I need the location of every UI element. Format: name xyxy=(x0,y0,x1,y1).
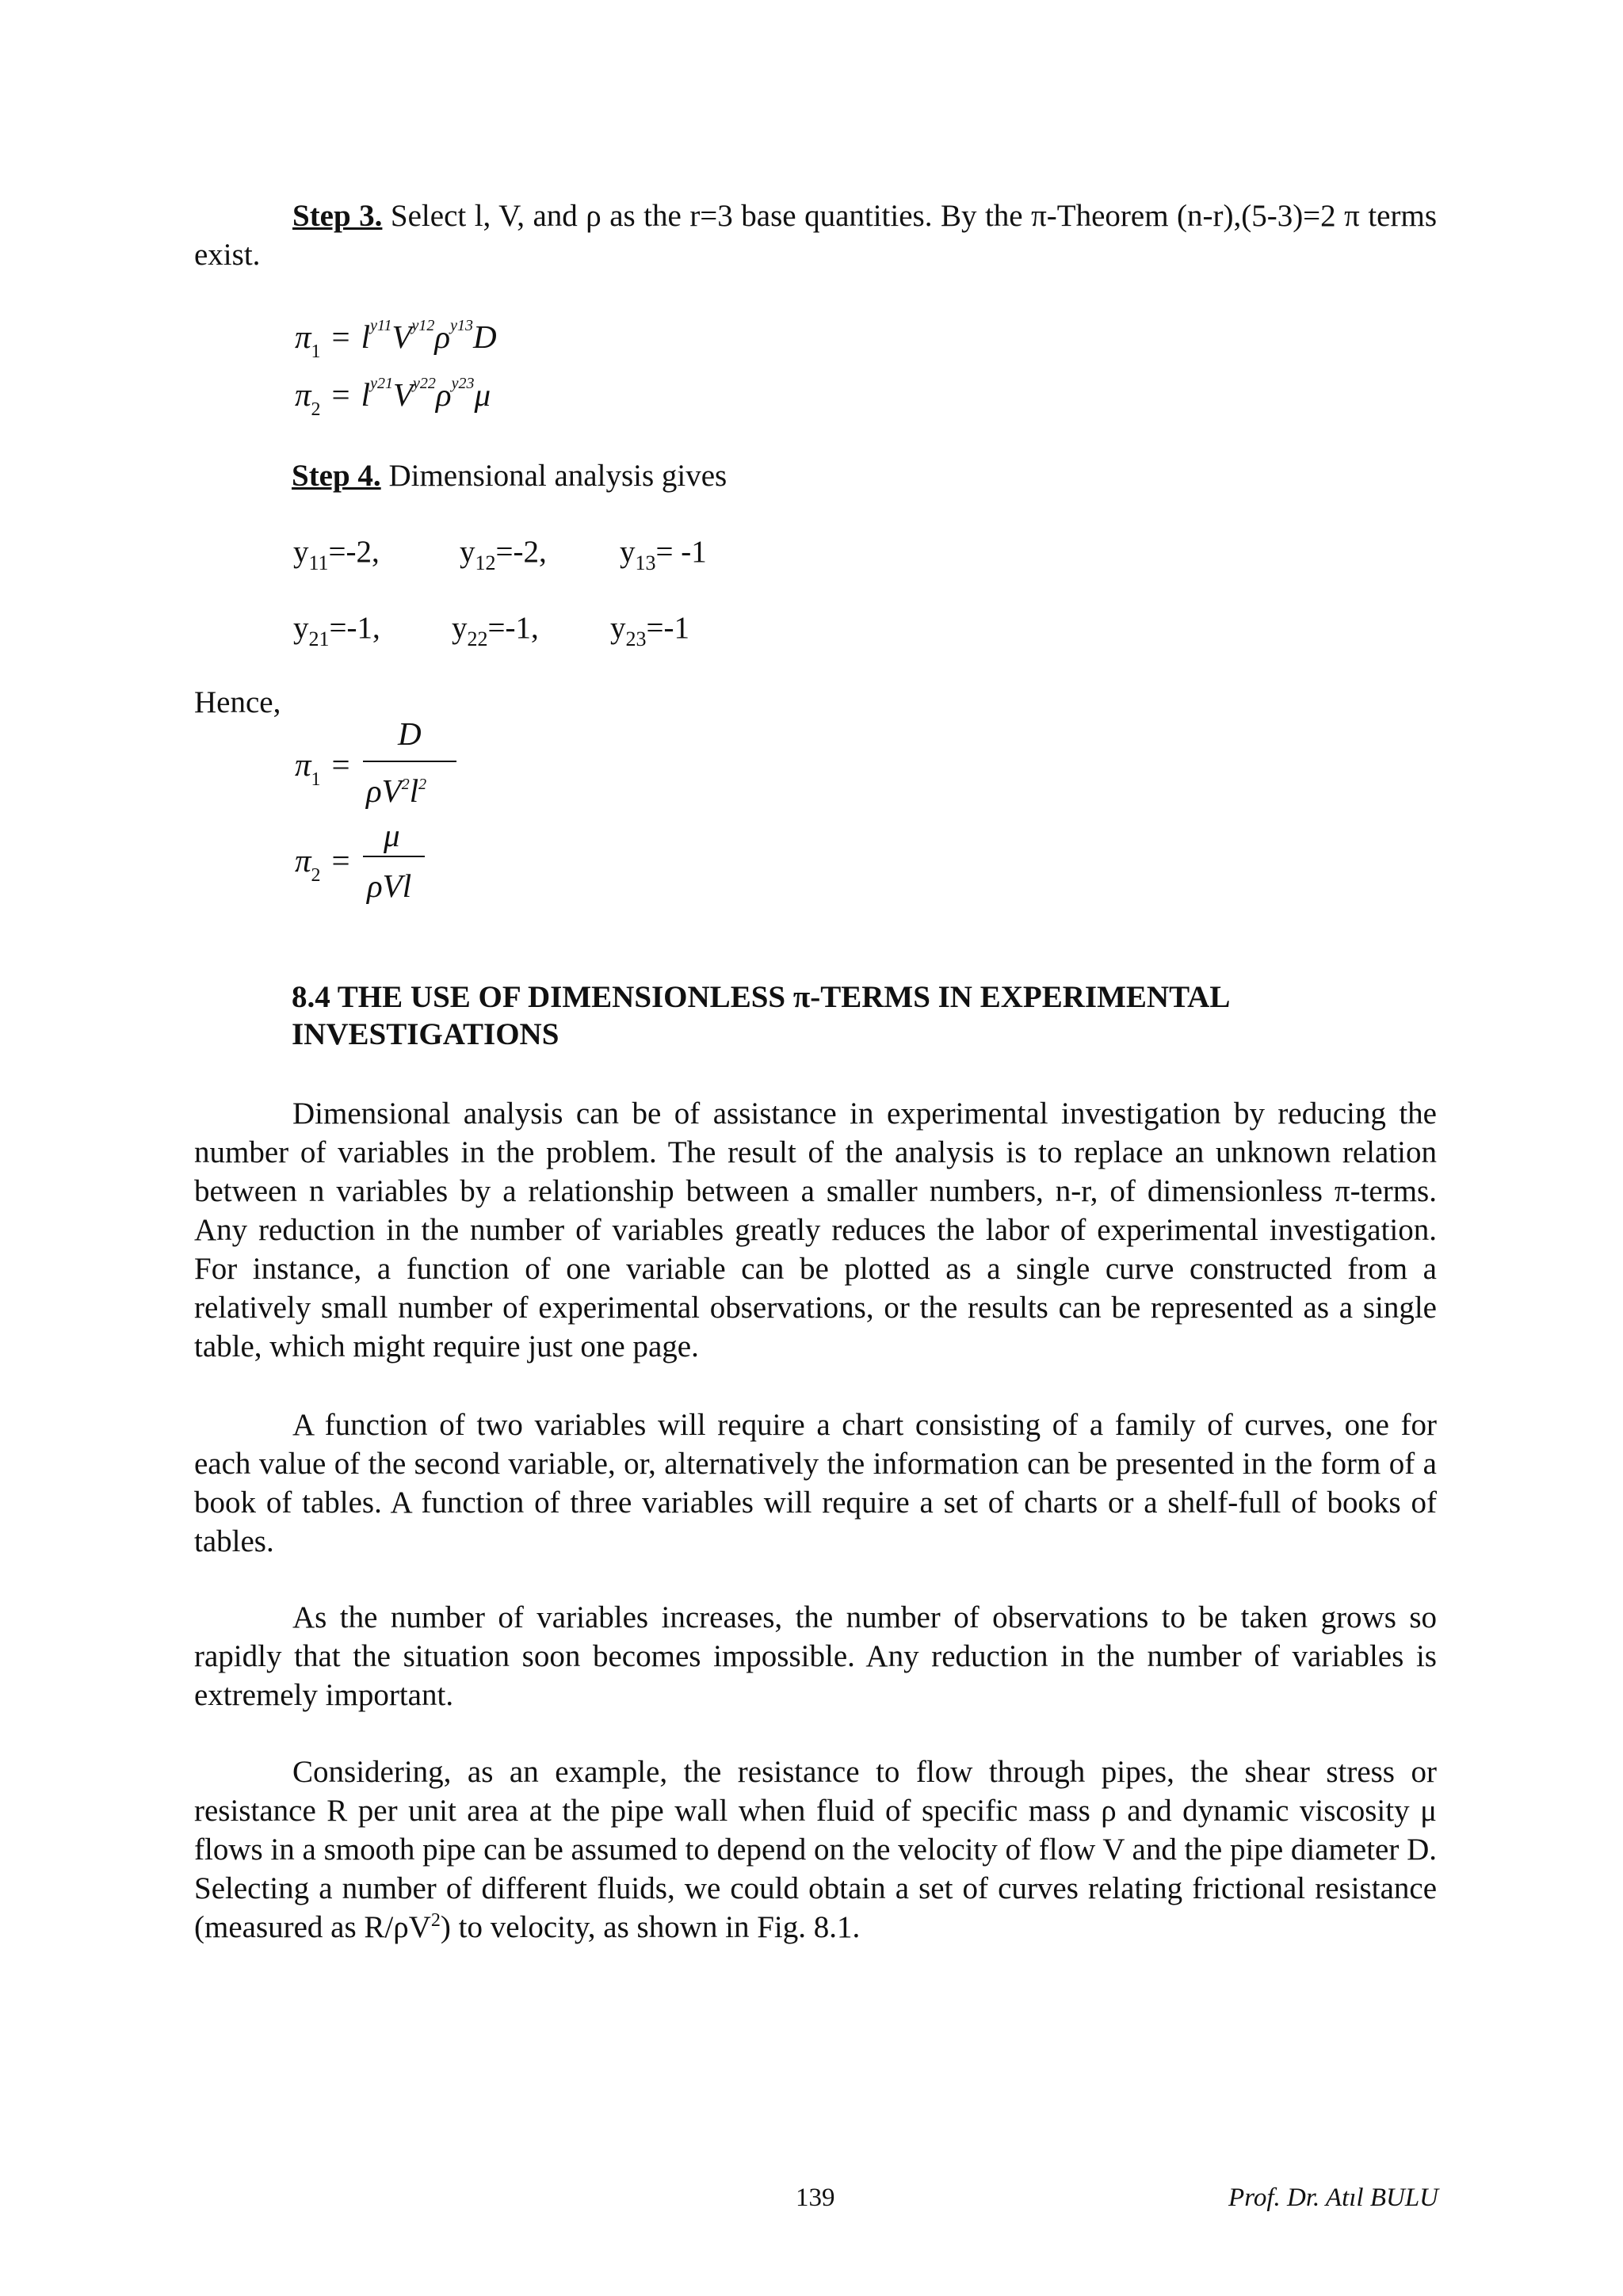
exponent-y12: $y_{12}=-2$, xyxy=(460,535,547,574)
eq2-base2: V xyxy=(392,376,414,413)
exponent-y23: $y_{23}=-1$ xyxy=(610,611,689,650)
eq2-exp3: y23 xyxy=(451,375,475,392)
exponent-y13: $y_{13}= -1$ xyxy=(620,535,707,574)
pi2-lhs: $\pi_2$ = xyxy=(295,842,350,886)
paragraph-4-sup: 2 xyxy=(430,1910,441,1931)
eq1-lhs: π xyxy=(295,318,311,355)
section-heading xyxy=(292,978,1230,1053)
step4-text: Dimensional analysis gives xyxy=(388,459,727,493)
eq2-exp1: y21 xyxy=(370,375,393,392)
eq2-base3: ρ xyxy=(435,376,452,413)
eq2-last: μ xyxy=(474,376,491,413)
paragraph-4 xyxy=(194,1753,1437,1947)
paragraph-1-text: Dimensional analysis can be of assistance in experimental investigation by reducing the number of variables in the problem. The result of the analysis is to replace an unknown relation between n variables by a relationship between a smaller numbers, n-r, of dimensionless π-terms. Any reduction in the number of variables greatly reduces the labor of experimental investigation. For instance, a function of one variable can be plotted as a single curve constructed from a relatively small number of experimental observations, or the results can be represented as a single table, which might require just one page. xyxy=(194,1097,1437,1363)
paragraph-4-tail: ) to velocity, as shown in Fig. 8.1. xyxy=(440,1910,861,1944)
section-heading-line2: INVESTIGATIONS xyxy=(292,1017,559,1051)
paragraph-2 xyxy=(194,1405,1437,1561)
pi1-lhs: $\pi_1$ = xyxy=(295,746,350,790)
pi2-numerator: μ xyxy=(384,817,400,853)
equation-pi1 xyxy=(295,317,497,362)
eq1-equals: = xyxy=(331,318,350,355)
eq2-equals: = xyxy=(331,376,350,413)
eq1-exp3: y13 xyxy=(450,317,473,334)
pi1-denominator: $\rho V^2l^2$ xyxy=(366,772,427,809)
eq1-base3: ρ xyxy=(434,318,451,355)
paragraph-1 xyxy=(194,1094,1437,1366)
eq2-lhs: π xyxy=(295,376,311,413)
equation-pi2 xyxy=(295,375,491,420)
eq1-base1: l xyxy=(361,318,371,355)
paragraph-3 xyxy=(194,1598,1437,1714)
paragraph-3-text: As the number of variables increases, the number of observations to be taken grows so rapidly that the situation soon becomes impossible. Any reduction in the number of variables is extremely important. xyxy=(194,1600,1437,1712)
pi2-fraction-bar xyxy=(363,856,425,857)
paragraph-2-text: A function of two variables will require a chart consisting of a family of curves, one for each value of the second variable, or, alternatively the information can be presented in the form of a book of tables. A function of three variables will require a set of charts or a shelf-full of books of tables. xyxy=(194,1408,1437,1558)
step3-paragraph xyxy=(194,196,1437,274)
eq1-exp1: y11 xyxy=(370,317,392,334)
page-number: 139 xyxy=(796,2183,835,2212)
pi2-denominator: ρVl xyxy=(367,868,412,904)
paragraph-4-text: Considering, as an example, the resistance to flow through pipes, the shear stress or resistance R per unit area at the pipe wall when fluid of specific mass ρ and dynamic viscosity μ flows in a smooth pipe can be assumed to depend on the velocity of flow V and the pipe diameter D. Selecting a number of different fluids, we could obtain a set of curves relating frictional resistance (measured as R/ρV xyxy=(194,1755,1437,1944)
hence-text: Hence, xyxy=(194,685,281,719)
eq1-exp2: y12 xyxy=(411,317,435,334)
step3-label: Step 3. xyxy=(292,199,383,233)
eq2-base1: l xyxy=(361,376,371,413)
footer-author: Prof. Dr. Atıl BULU xyxy=(1228,2183,1438,2212)
eq1-lhs-sub: 1 xyxy=(311,341,321,362)
eq2-lhs-sub: 2 xyxy=(311,399,321,420)
eq1-last: D xyxy=(473,318,497,355)
exponent-y11: $y_{11}=-2$, xyxy=(293,535,380,574)
step4-line xyxy=(292,456,727,495)
pi1-numerator: D xyxy=(398,715,422,752)
step3-text: Select l, V, and ρ as the r=3 base quantities. By the π-Theorem (n-r),(5-3)=2 π terms exist. xyxy=(194,199,1437,272)
section-heading-line1: 8.4 THE USE OF DIMENSIONLESS π-TERMS IN EXPERIMENTAL xyxy=(292,980,1231,1014)
eq1-base2: V xyxy=(391,318,412,355)
exponent-y21: $y_{21}=-1$, xyxy=(293,611,380,650)
eq2-exp2: y22 xyxy=(413,375,436,392)
step4-label: Step 4. xyxy=(292,459,381,493)
pi1-fraction-bar xyxy=(363,761,456,762)
exponent-y22: $y_{22}=-1$, xyxy=(452,611,539,650)
